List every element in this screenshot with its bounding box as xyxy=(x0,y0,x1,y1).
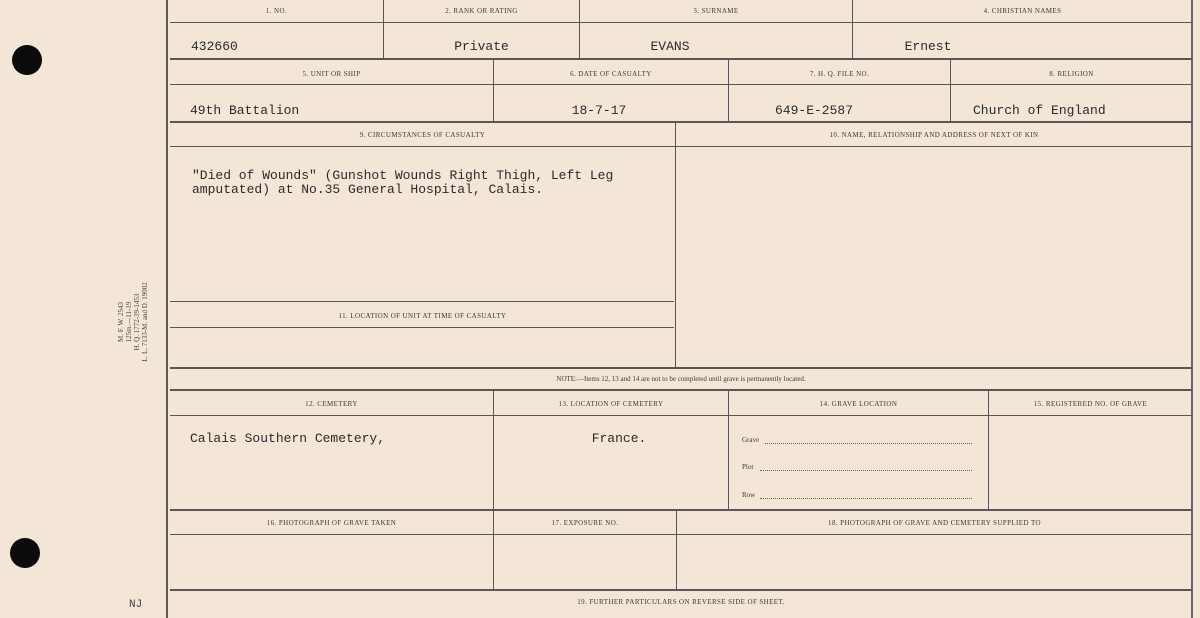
unit-value: 49th Battalion xyxy=(190,103,300,118)
cemetery-location-value: France. xyxy=(591,431,647,446)
hq-file-label: 7. H. Q. FILE NO. xyxy=(809,70,870,78)
plot-line-label: Plot xyxy=(742,463,754,471)
rule xyxy=(170,589,1192,591)
unit-label: 5. UNIT OR SHIP xyxy=(302,70,361,78)
rule xyxy=(170,121,1192,123)
rule xyxy=(170,22,1192,23)
rule xyxy=(170,509,1192,511)
punch-hole-bottom xyxy=(10,538,40,568)
date-of-casualty-label: 6. DATE OF CASUALTY xyxy=(570,70,652,78)
surname-value: EVANS xyxy=(650,39,690,54)
row-line-label: Row xyxy=(742,491,756,499)
religion-value: Church of England xyxy=(973,103,1106,118)
grave-location-label: 14. GRAVE LOCATION xyxy=(819,400,898,408)
next-of-kin-label: 10. NAME, RELATIONSHIP AND ADDRESS OF NEXT OF KIN xyxy=(829,131,1039,139)
christian-names-label: 4. CHRISTIAN NAMES xyxy=(983,7,1062,15)
cemetery-value: Calais Southern Cemetery, xyxy=(190,431,386,446)
rule xyxy=(170,534,1192,535)
form-code-line: L. L. 7133-M. and D. 19002 xyxy=(141,282,149,362)
rule xyxy=(988,391,989,509)
rule xyxy=(170,301,674,302)
circumstances-label: 9. CIRCUMSTANCES OF CASUALTY xyxy=(359,131,486,139)
rule xyxy=(170,84,1192,85)
rule xyxy=(675,123,676,367)
rule xyxy=(728,391,729,509)
form-print-code xyxy=(117,252,149,392)
grave-line-label: Grave xyxy=(742,436,760,444)
plot-dotted-line xyxy=(760,470,972,471)
christian-names-value: Ernest xyxy=(904,39,952,54)
grave-dotted-line xyxy=(765,443,972,444)
circumstances-value: "Died of Wounds" (Gunshot Wounds Right Thigh, Left Leg amputated) at No.35 General Hospital, Calais. xyxy=(192,168,614,197)
rule xyxy=(170,327,674,328)
unit-location-label: 11. LOCATION OF UNIT AT TIME OF CASUALTY xyxy=(338,312,507,320)
binding-margin-line xyxy=(166,0,168,618)
photo-taken-label: 16. PHOTOGRAPH OF GRAVE TAKEN xyxy=(266,519,397,527)
number-value: 432660 xyxy=(191,39,238,54)
rule xyxy=(493,391,494,509)
rank-label: 2. RANK OR RATING xyxy=(445,7,518,15)
form-code-line: M. F. W. 2543 xyxy=(117,302,125,342)
form-code-line: 125m.—11-19 xyxy=(125,301,133,343)
number-label: 1. NO. xyxy=(265,7,288,15)
form-code-line: H. Q. 1772-39-1453 xyxy=(133,293,141,351)
surname-label: 3. SURNAME xyxy=(693,7,739,15)
photo-supplied-label: 18. PHOTOGRAPH OF GRAVE AND CEMETERY SUPPLIED TO xyxy=(828,519,1041,527)
date-of-casualty-value: 18-7-17 xyxy=(571,103,627,118)
rule xyxy=(170,146,1192,147)
cemetery-label: 12. CEMETERY xyxy=(305,400,358,408)
rule xyxy=(170,389,1192,391)
form-note: NOTE:—Items 12, 13 and 14 are not to be completed until grave is permanently located. xyxy=(556,375,806,383)
religion-label: 8. RELIGION xyxy=(1049,70,1094,78)
rule xyxy=(170,58,1192,60)
registered-no-label: 15. REGISTERED NO. OF GRAVE xyxy=(1033,400,1148,408)
exposure-no-label: 17. EXPOSURE NO. xyxy=(551,519,619,527)
hq-file-value: 649-E-2587 xyxy=(774,103,853,118)
rank-value: Private xyxy=(454,39,509,54)
row-dotted-line xyxy=(760,498,972,499)
punch-hole-top xyxy=(12,45,42,75)
further-particulars-label: 19. FURTHER PARTICULARS ON REVERSE SIDE OF SHEET. xyxy=(577,598,785,606)
rule xyxy=(170,415,1192,416)
rule xyxy=(170,367,1192,369)
clerk-initials: NJ xyxy=(129,599,143,611)
cemetery-location-label: 13. LOCATION OF CEMETERY xyxy=(558,400,664,408)
